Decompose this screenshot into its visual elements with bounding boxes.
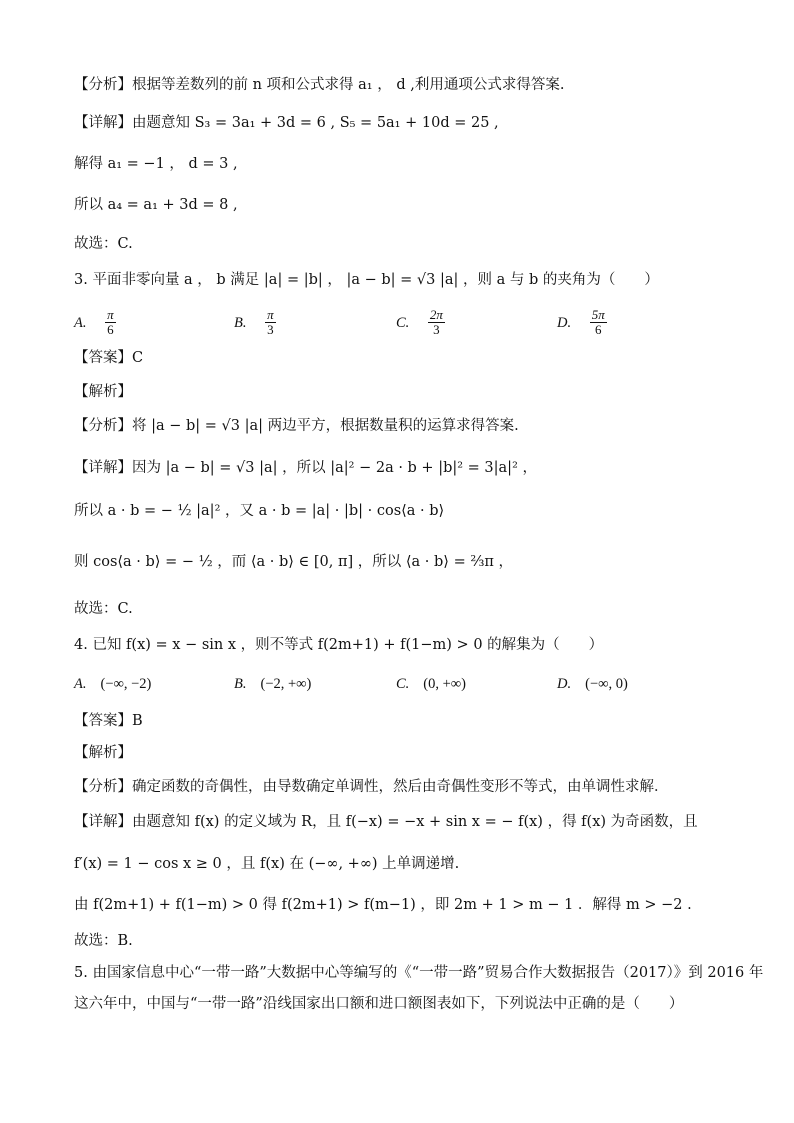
option-label: B. bbox=[234, 676, 247, 692]
option-fraction bbox=[590, 308, 607, 337]
q3-option-d bbox=[557, 308, 607, 337]
fraction-denominator: 6 bbox=[107, 322, 114, 337]
analysis-heading: 【解析】 bbox=[74, 745, 132, 761]
option-value: (−∞, −2) bbox=[100, 676, 152, 692]
answer-line: 【答案】C bbox=[74, 350, 144, 366]
fraction-numerator: 5π bbox=[591, 307, 605, 322]
fraction-denominator: 3 bbox=[267, 322, 274, 337]
option-fraction bbox=[265, 308, 276, 337]
analysis-heading: 【解析】 bbox=[74, 384, 132, 400]
text-line: 由 f(2m+1) + f(1−m) > 0 得 f(2m+1) > f(m−1) ，即 2m + 1 > m − 1 ．解得 m > −2 . bbox=[74, 897, 692, 913]
text-line: 解得 a₁ = −1 ， d = 3 , bbox=[74, 156, 238, 172]
option-label: A. bbox=[74, 314, 87, 331]
question-4-stem: 4. 已知 f(x) = x − sin x ，则不等式 f(2m+1) + f(1−m) > 0 的解集为（ ） bbox=[74, 637, 604, 653]
q3-option-a bbox=[74, 308, 116, 337]
option-fraction bbox=[428, 308, 445, 337]
option-label: B. bbox=[234, 314, 247, 331]
option-label: C. bbox=[396, 676, 410, 692]
option-label: D. bbox=[557, 314, 572, 331]
text-line: 这六年中，中国与“一带一路”沿线国家出口额和进口额图表如下，下列说法中正确的是（ ） bbox=[74, 996, 684, 1012]
option-label: A. bbox=[74, 676, 87, 692]
text-line: 【分析】将 |a − b| = √3 |a| 两边平方，根据数量积的运算求得答案. bbox=[74, 418, 519, 434]
fraction-denominator: 6 bbox=[594, 322, 602, 337]
q4-option-a bbox=[74, 676, 151, 693]
text-line: f′(x) = 1 − cos x ≥ 0 ，且 f(x) 在 (−∞, +∞) 上单调递增. bbox=[74, 856, 460, 872]
text-line: 【详解】因为 |a − b| = √3 |a| ，所以 |a|² − 2a · b + |b|² = 3|a|² ， bbox=[74, 460, 537, 476]
text-line: 所以 a · b = − ½ |a|² ，又 a · b = |a| · |b| · cos⟨a · b⟩ bbox=[74, 503, 445, 519]
fraction-denominator: 3 bbox=[433, 322, 440, 337]
fraction-numerator: π bbox=[107, 307, 114, 322]
option-value: (−∞, 0) bbox=[585, 676, 628, 692]
text-line: 故选：B. bbox=[74, 933, 133, 949]
text-line: 【详解】由题意知 S₃ = 3a₁ + 3d = 6 , S₅ = 5a₁ + 10d = 25 , bbox=[74, 115, 499, 131]
text-line: 【分析】根据等差数列的前 n 项和公式求得 a₁ ， d ,利用通项公式求得答案. bbox=[74, 77, 565, 93]
fraction-numerator: π bbox=[267, 307, 274, 322]
q4-option-b bbox=[234, 676, 311, 693]
option-label: D. bbox=[557, 676, 572, 692]
text-line: 【详解】由题意知 f(x) 的定义域为 R，且 f(−x) = −x + sin x = − f(x) ，得 f(x) 为奇函数，且 bbox=[74, 814, 698, 830]
option-value: (−2, +∞) bbox=[260, 676, 312, 692]
q4-option-d bbox=[557, 676, 628, 693]
question-3-stem: 3. 平面非零向量 a ， b 满足 |a| = |b| ， |a − b| = √3 |a| ，则 a 与 b 的夹角为（ ） bbox=[74, 272, 659, 288]
option-fraction bbox=[105, 308, 116, 337]
option-value: (0, +∞) bbox=[423, 676, 466, 692]
answer-line: 【答案】B bbox=[74, 713, 143, 729]
question-5-stem: 5. 由国家信息中心“一带一路”大数据中心等编写的《“一带一路”贸易合作大数据报告（2017）》到 2016 年 bbox=[74, 965, 764, 981]
q4-option-c bbox=[396, 676, 466, 693]
text-line: 所以 a₄ = a₁ + 3d = 8 , bbox=[74, 197, 238, 213]
text-line: 故选：C. bbox=[74, 601, 133, 617]
text-line: 【分析】确定函数的奇偶性，由导数确定单调性，然后由奇偶性变形不等式，由单调性求解． bbox=[74, 779, 669, 795]
text-line: 故选：C. bbox=[74, 236, 133, 252]
text-line: 则 cos⟨a · b⟩ = − ½ ，而 ⟨a · b⟩ ∈ [0, π] ，所以 ⟨a · b⟩ = ⅔π ， bbox=[74, 554, 514, 570]
q3-option-c bbox=[396, 308, 445, 337]
option-label: C. bbox=[396, 314, 410, 331]
q3-option-b bbox=[234, 308, 276, 337]
fraction-numerator: 2π bbox=[429, 307, 443, 322]
